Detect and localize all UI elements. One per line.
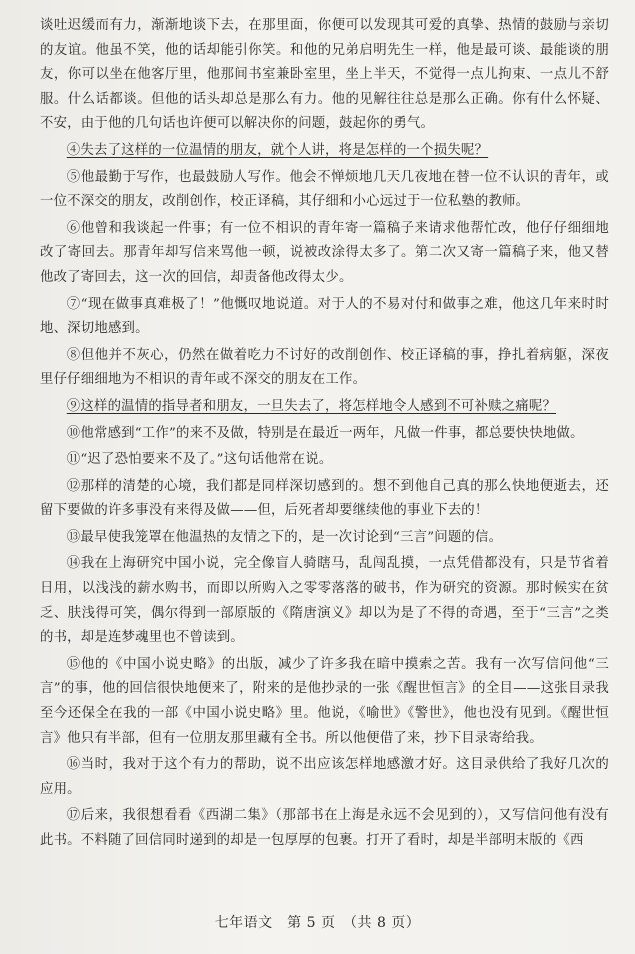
paragraph-text: ⑮他的《中国小说史略》的出版，减少了许多我在暗中摸索之苦。我有一次写信问他“三言”的事，他的回信很快地便来了，附来的是他抄录的一张《醒世恒言》的全目——这张目录我至今还保全在我的一部《中国小说史略》里。他说，《喻世》《警世》，他也没有见到。《醒世恒言》他只有半部，但有一位朋友那里藏有全书。所以他便借了来，抄下目录寄给我。 bbox=[40, 656, 609, 746]
paragraph-p11 bbox=[40, 448, 609, 473]
paragraph-p16 bbox=[40, 753, 609, 802]
paragraph-p14 bbox=[40, 552, 609, 650]
paragraph-text: ⑰后来，我很想看看《西湖二集》（那部书在上海是永远不会见到的），又写信问他有没有此书。不料随了回信同时递到的却是一包厚厚的包裹。打开了看时，却是半部明末版的《西 bbox=[40, 808, 609, 848]
paragraph-text: ⑬最早使我笼罩在他温热的友情之下的，是一次讨论到“三言”问题的信。 bbox=[66, 529, 503, 545]
paragraph-p10 bbox=[40, 422, 609, 447]
paragraph-text: ⑪“迟了恐怕要来不及了。”这句话他常在说。 bbox=[66, 452, 333, 468]
paragraph-text: ⑤他最勤于写作，也最鼓励人写作。他会不惮烦地几天几夜地在替一位不认识的青年，或一位不深交的朋友，改削创作，校正译稿，其仔细和小心远过于一位私塾的教师。 bbox=[40, 169, 609, 210]
paragraph-p13 bbox=[40, 526, 609, 551]
paragraph-text: ⑭我在上海研究中国小说，完全像盲人骑瞎马，乱闯乱摸，一点凭借都没有，只是节省着日用，以浅浅的薪水购书，而即以所购入之零零落落的破书，作为研究的资源。那时候实在贫乏、肤浅得可笑，偶尔得到一部原版的《隋唐演义》却以为是了不得的奇遇，至于“三言”之类的书，却是连梦魂里也不曾读到。 bbox=[40, 556, 609, 646]
article-body bbox=[40, 14, 609, 854]
paragraph-text: ⑧但他并不灰心，仍然在做着吃力不讨好的改削创作、校正译稿的事，挣扎着病躯，深夜里仔仔细细地为不相识的青年或不深交的朋友在工作。 bbox=[40, 347, 609, 388]
paragraph-p0 bbox=[40, 14, 609, 137]
paragraph-p17 bbox=[40, 804, 609, 853]
paragraph-p8 bbox=[40, 344, 609, 393]
paragraph-p6 bbox=[40, 217, 609, 291]
paragraph-text: ④失去了这样的一位温情的朋友，就个人讲，将是怎样的一个损失呢？ bbox=[66, 142, 489, 158]
paragraph-p7 bbox=[40, 293, 609, 342]
paragraph-text: ⑩他常感到“工作”的来不及做，特别是在最近一两年，凡做一件事，都总要快快地做。 bbox=[66, 425, 584, 441]
paragraph-text: ⑦“现在做事真难极了！”他慨叹地说道。对于人的不易对付和做事之难，他这几年来时时地、深切地感到。 bbox=[40, 296, 609, 337]
paragraph-p5 bbox=[40, 166, 609, 215]
paragraph-text: ⑫那样的清楚的心境，我们都是同样深切感到的。想不到他自己真的那么快地便逝去，还留下要做的许多事没有来得及做——但，后死者却要继续他的事业下去的！ bbox=[40, 478, 609, 519]
paragraph-p4 bbox=[40, 139, 609, 164]
paragraph-text: ⑯当时，我对于这个有力的帮助，说不出应该怎样地感激才好。这目录供给了我好几次的应用。 bbox=[40, 757, 609, 797]
paragraph-p12 bbox=[40, 475, 609, 524]
paragraph-p15 bbox=[40, 653, 609, 751]
paragraph-text: 谈吐迟缓而有力，渐渐地谈下去，在那里面，你便可以发现其可爱的真挚、热情的鼓励与亲切的友谊。他虽不笑，他的话却能引你笑。和他的兄弟启明先生一样，他是最可谈、最能谈的朋友，你可以坐在他客厅里，他那间书室兼卧室里，坐上半天，不觉得一点儿拘束、一点儿不舒服。什么话都谈。但他的话头却总是那么有力。他的见解往往总是那么正确。你有什么怀疑、不安，由于他的几句话也许便可以解决你的问题，鼓起你的勇气。 bbox=[40, 18, 609, 132]
paragraph-text: ⑨这样的温情的指导者和朋友，一旦失去了，将怎样地令人感到不可补赎之痛呢？ bbox=[66, 398, 557, 414]
paragraph-p9 bbox=[40, 395, 609, 420]
paragraph-text: ⑥他曾和我谈起一件事；有一位不相识的青年寄一篇稿子来请求他帮忙改，他仔仔细细地改了寄回去。那青年却写信来骂他一顿，说被改涂得太多了。第二次又寄一篇稿子来，他又替他改了寄回去，这一次的回信，却责备他改得太少。 bbox=[40, 220, 609, 285]
page-footer: 七年语文 第 5 页 （共 8 页） bbox=[214, 915, 421, 931]
